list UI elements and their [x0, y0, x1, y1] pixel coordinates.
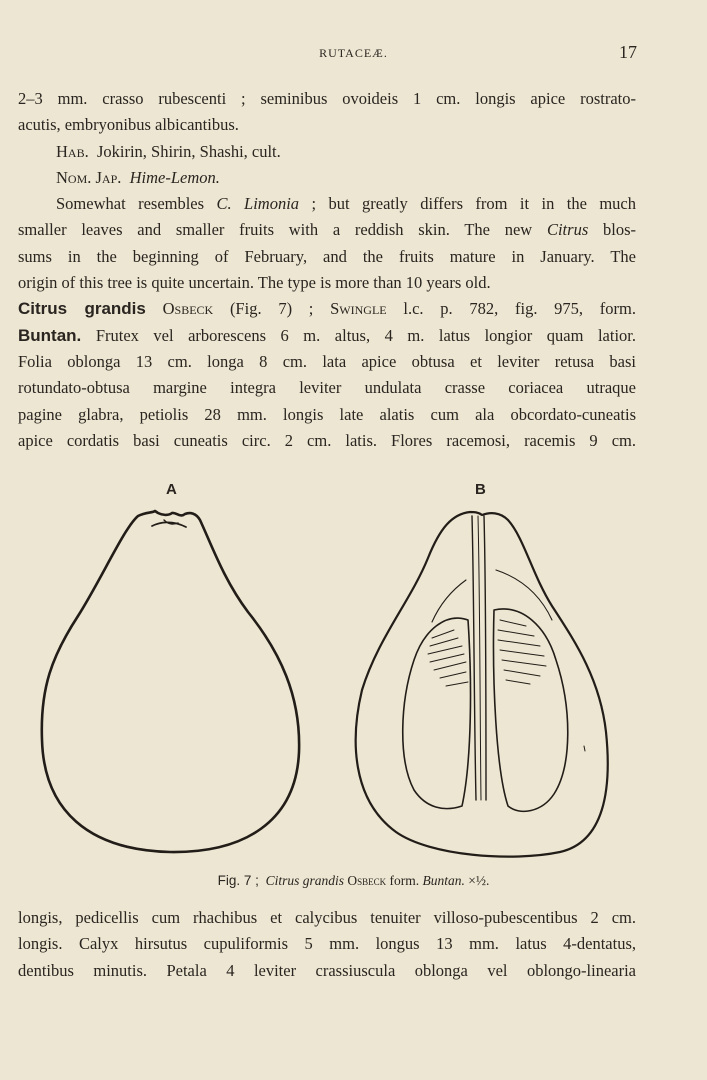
- caption-figure-number: Fig. 7 ;: [217, 873, 259, 888]
- text-run: l.c. p. 782, fig. 975, form.: [386, 299, 636, 319]
- caption-scale: ×½.: [468, 873, 490, 888]
- text-line: acutis, embryonibus albicantibus.: [18, 115, 239, 135]
- running-head: [0, 42, 707, 62]
- fruit-b-seed-hatching: [498, 620, 546, 684]
- text-run: Somewhat resembles: [56, 194, 217, 214]
- text-line: rotundato-obtusa margine integra leviter undulata crasse coriacea utraque: [18, 378, 636, 398]
- text-line: Folia oblonga 13 cm. longa 8 cm. lata apice obtusa et leviter retusa basi: [18, 351, 636, 371]
- text-run: smaller leaves and smaller fruits with a reddish skin. The new: [18, 220, 547, 240]
- panel-label-b: B: [475, 481, 486, 498]
- japanese-name-line: [18, 165, 636, 191]
- fruit-a-outline: [42, 511, 299, 852]
- author-name: Swingle: [330, 299, 387, 319]
- habitat-line: [18, 139, 636, 165]
- lower-text: [18, 905, 636, 984]
- habitat-text: Jokirin, Shirin, Shashi, cult.: [96, 141, 281, 161]
- text-line: dentibus minutis. Petala 4 leviter crassiuscula oblonga vel oblongo-linearia: [18, 960, 636, 980]
- text-line: longis. Calyx hirsutus cupuliformis 5 mm. longus 13 mm. latus 4-dentatus,: [18, 934, 636, 954]
- upper-text: [18, 86, 636, 454]
- japanese-name-label: Nom. Jap.: [56, 167, 122, 187]
- fruit-b-outline: [356, 512, 608, 857]
- species-name: C. Limonia: [216, 194, 300, 214]
- panel-label-a: A: [166, 481, 177, 498]
- text-line: [18, 217, 636, 243]
- caption-form-name: Buntan.: [422, 873, 465, 888]
- text-line: [18, 323, 636, 349]
- species-heading-line: [18, 296, 636, 322]
- text-run: (Fig. 7) ;: [213, 299, 331, 319]
- caption-genus: Citrus grandis: [265, 873, 345, 888]
- fruit-b-core-line: [472, 516, 476, 800]
- fruit-b-core-line: [478, 516, 481, 800]
- form-name: Buntan.: [18, 325, 82, 345]
- fruit-b-seed-hatching: [428, 630, 468, 686]
- caption-author: Osbeck: [347, 873, 387, 888]
- japanese-name-text: Hime-Lemon.: [129, 167, 220, 187]
- fruit-b-mark: [584, 746, 585, 751]
- fruit-b-inner-line: [432, 580, 466, 622]
- text-line: origin of this tree is quite uncertain. The type is more than 10 years old.: [18, 273, 491, 293]
- fruit-b-inner-line: [496, 570, 552, 620]
- text-line: pagine glabra, petiolis 28 mm. longis late alatis cum ala obcordato-cuneatis: [18, 404, 636, 424]
- text-line: longis, pedicellis cum rhachibus et calycibus tenuiter villoso-pubescentibus 2 cm.: [18, 908, 636, 927]
- figure-7: [0, 470, 707, 870]
- text-run: blos-: [588, 220, 636, 240]
- text-line: [18, 191, 636, 217]
- species-heading: Citrus grandis: [18, 299, 146, 319]
- text-line: sums in the beginning of February, and the fruits mature in January. The: [18, 246, 636, 266]
- fruit-b-core-line: [484, 516, 486, 800]
- author-name: Osbeck: [162, 299, 214, 319]
- figure-caption: [0, 873, 707, 889]
- running-head-title: RUTACEÆ.: [319, 46, 388, 60]
- text-run: ; but greatly differs from it in the much: [299, 194, 636, 214]
- text-run: Frutex vel arborescens 6 m. altus, 4 m. latus longior quam latior.: [81, 325, 636, 345]
- text-line: apice cordatis basi cuneatis circ. 2 cm. latis. Flores racemosi, racemis 9 cm.: [18, 430, 636, 450]
- text-line: 2–3 mm. crasso rubescenti ; seminibus ovoideis 1 cm. longis apice rostrato-: [18, 89, 636, 108]
- habitat-label: Hab.: [56, 141, 89, 161]
- fruit-illustration: [0, 470, 707, 870]
- fruit-b-right-segment: [494, 609, 568, 811]
- genus-name: Citrus: [546, 220, 589, 240]
- caption-form: form.: [389, 873, 420, 888]
- page-number: 17: [619, 42, 637, 62]
